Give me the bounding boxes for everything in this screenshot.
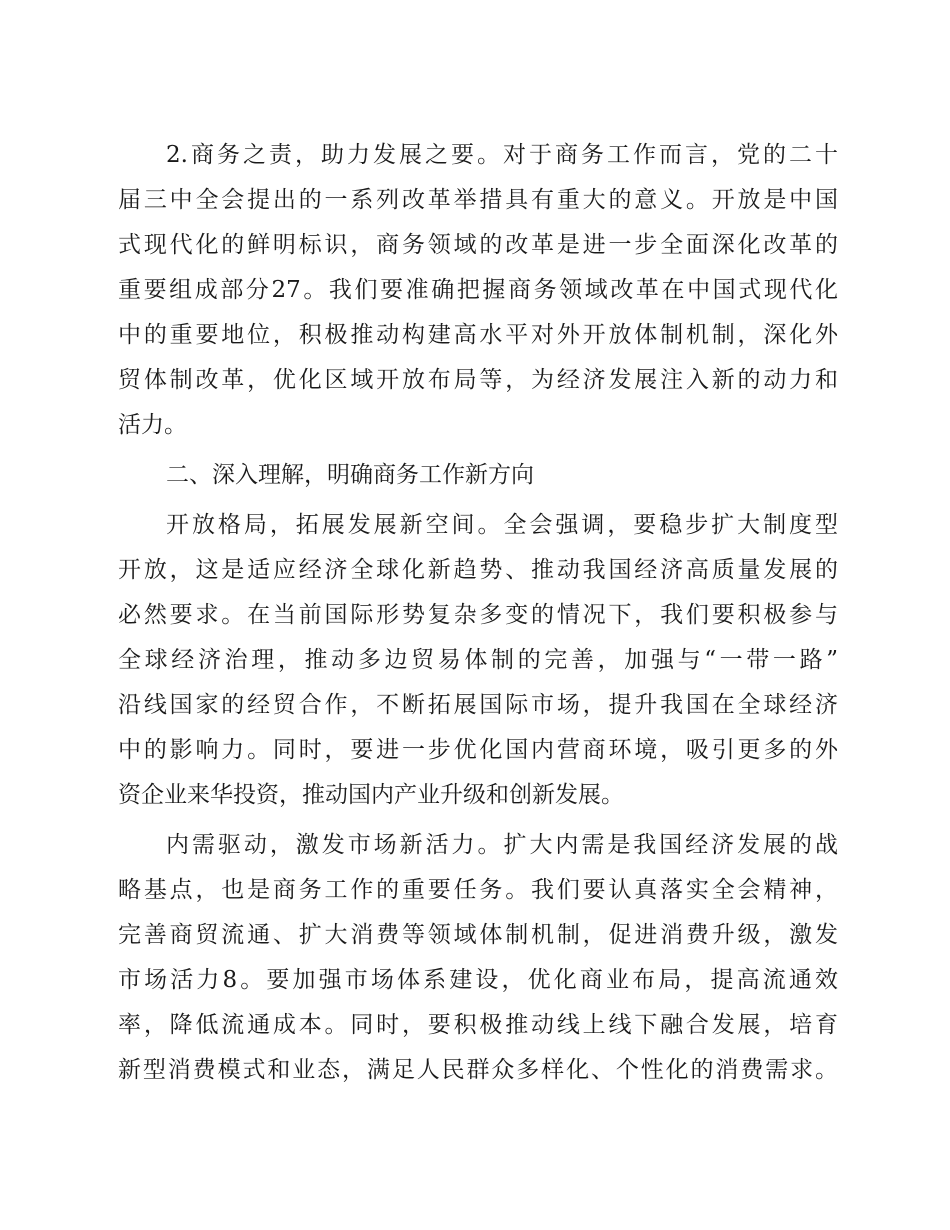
paragraph-3-line-5: 率，降低流通成本。同时，要积极推动线上线下融合发展，培育 [118, 1012, 838, 1038]
paragraph-1-line-7: 活力。 [118, 412, 187, 438]
paragraph-3-line-6: 新型消费模式和业态，满足人民群众多样化、个性化的消费需求。 [118, 1057, 838, 1083]
paragraph-1-line-2: 届三中全会提出的一系列改革举措具有重大的意义。开放是中国 [118, 187, 838, 213]
paragraph-2-line-4: 全球经济治理，推动多边贸易体制的完善，加强与“一带一路” [118, 647, 838, 673]
paragraph-1-line-5: 中的重要地位，积极推动构建高水平对外开放体制机制，深化外 [118, 322, 838, 348]
paragraph-3-line-4: 市场活力8。要加强市场体系建设，优化商业布局，提高流通效 [118, 967, 838, 993]
section-heading: 二、深入理解，明确商务工作新方向 [166, 462, 534, 488]
paragraph-3-line-2: 略基点，也是商务工作的重要任务。我们要认真落实全会精神， [118, 877, 838, 903]
paragraph-2-line-5: 沿线国家的经贸合作，不断拓展国际市场，提升我国在全球经济 [118, 692, 838, 718]
paragraph-3-line-3: 完善商贸流通、扩大消费等领域体制机制，促进消费升级，激发 [118, 922, 838, 948]
paragraph-2-line-6: 中的影响力。同时，要进一步优化国内营商环境，吸引更多的外 [118, 737, 838, 763]
paragraph-1-line-1: 2.商务之责，助力发展之要。对于商务工作而言，党的二十 [166, 142, 838, 168]
paragraph-2-line-1: 开放格局，拓展发展新空间。全会强调，要稳步扩大制度型 [166, 512, 838, 538]
paragraph-1-line-6: 贸体制改革，优化区域开放布局等，为经济发展注入新的动力和 [118, 367, 838, 393]
paragraph-2-line-7: 资企业来华投资，推动国内产业升级和创新发展。 [118, 782, 624, 808]
paragraph-2-line-3: 必然要求。在当前国际形势复杂多变的情况下，我们要积极参与 [118, 602, 838, 628]
paragraph-3-line-1: 内需驱动，激发市场新活力。扩大内需是我国经济发展的战 [166, 832, 838, 858]
paragraph-1-line-4: 重要组成部分27。我们要准确把握商务领域改革在中国式现代化 [118, 277, 838, 303]
paragraph-2-line-2: 开放，这是适应经济全球化新趋势、推动我国经济高质量发展的 [118, 557, 838, 583]
paragraph-1-line-3: 式现代化的鲜明标识，商务领域的改革是进一步全面深化改革的 [118, 232, 838, 258]
